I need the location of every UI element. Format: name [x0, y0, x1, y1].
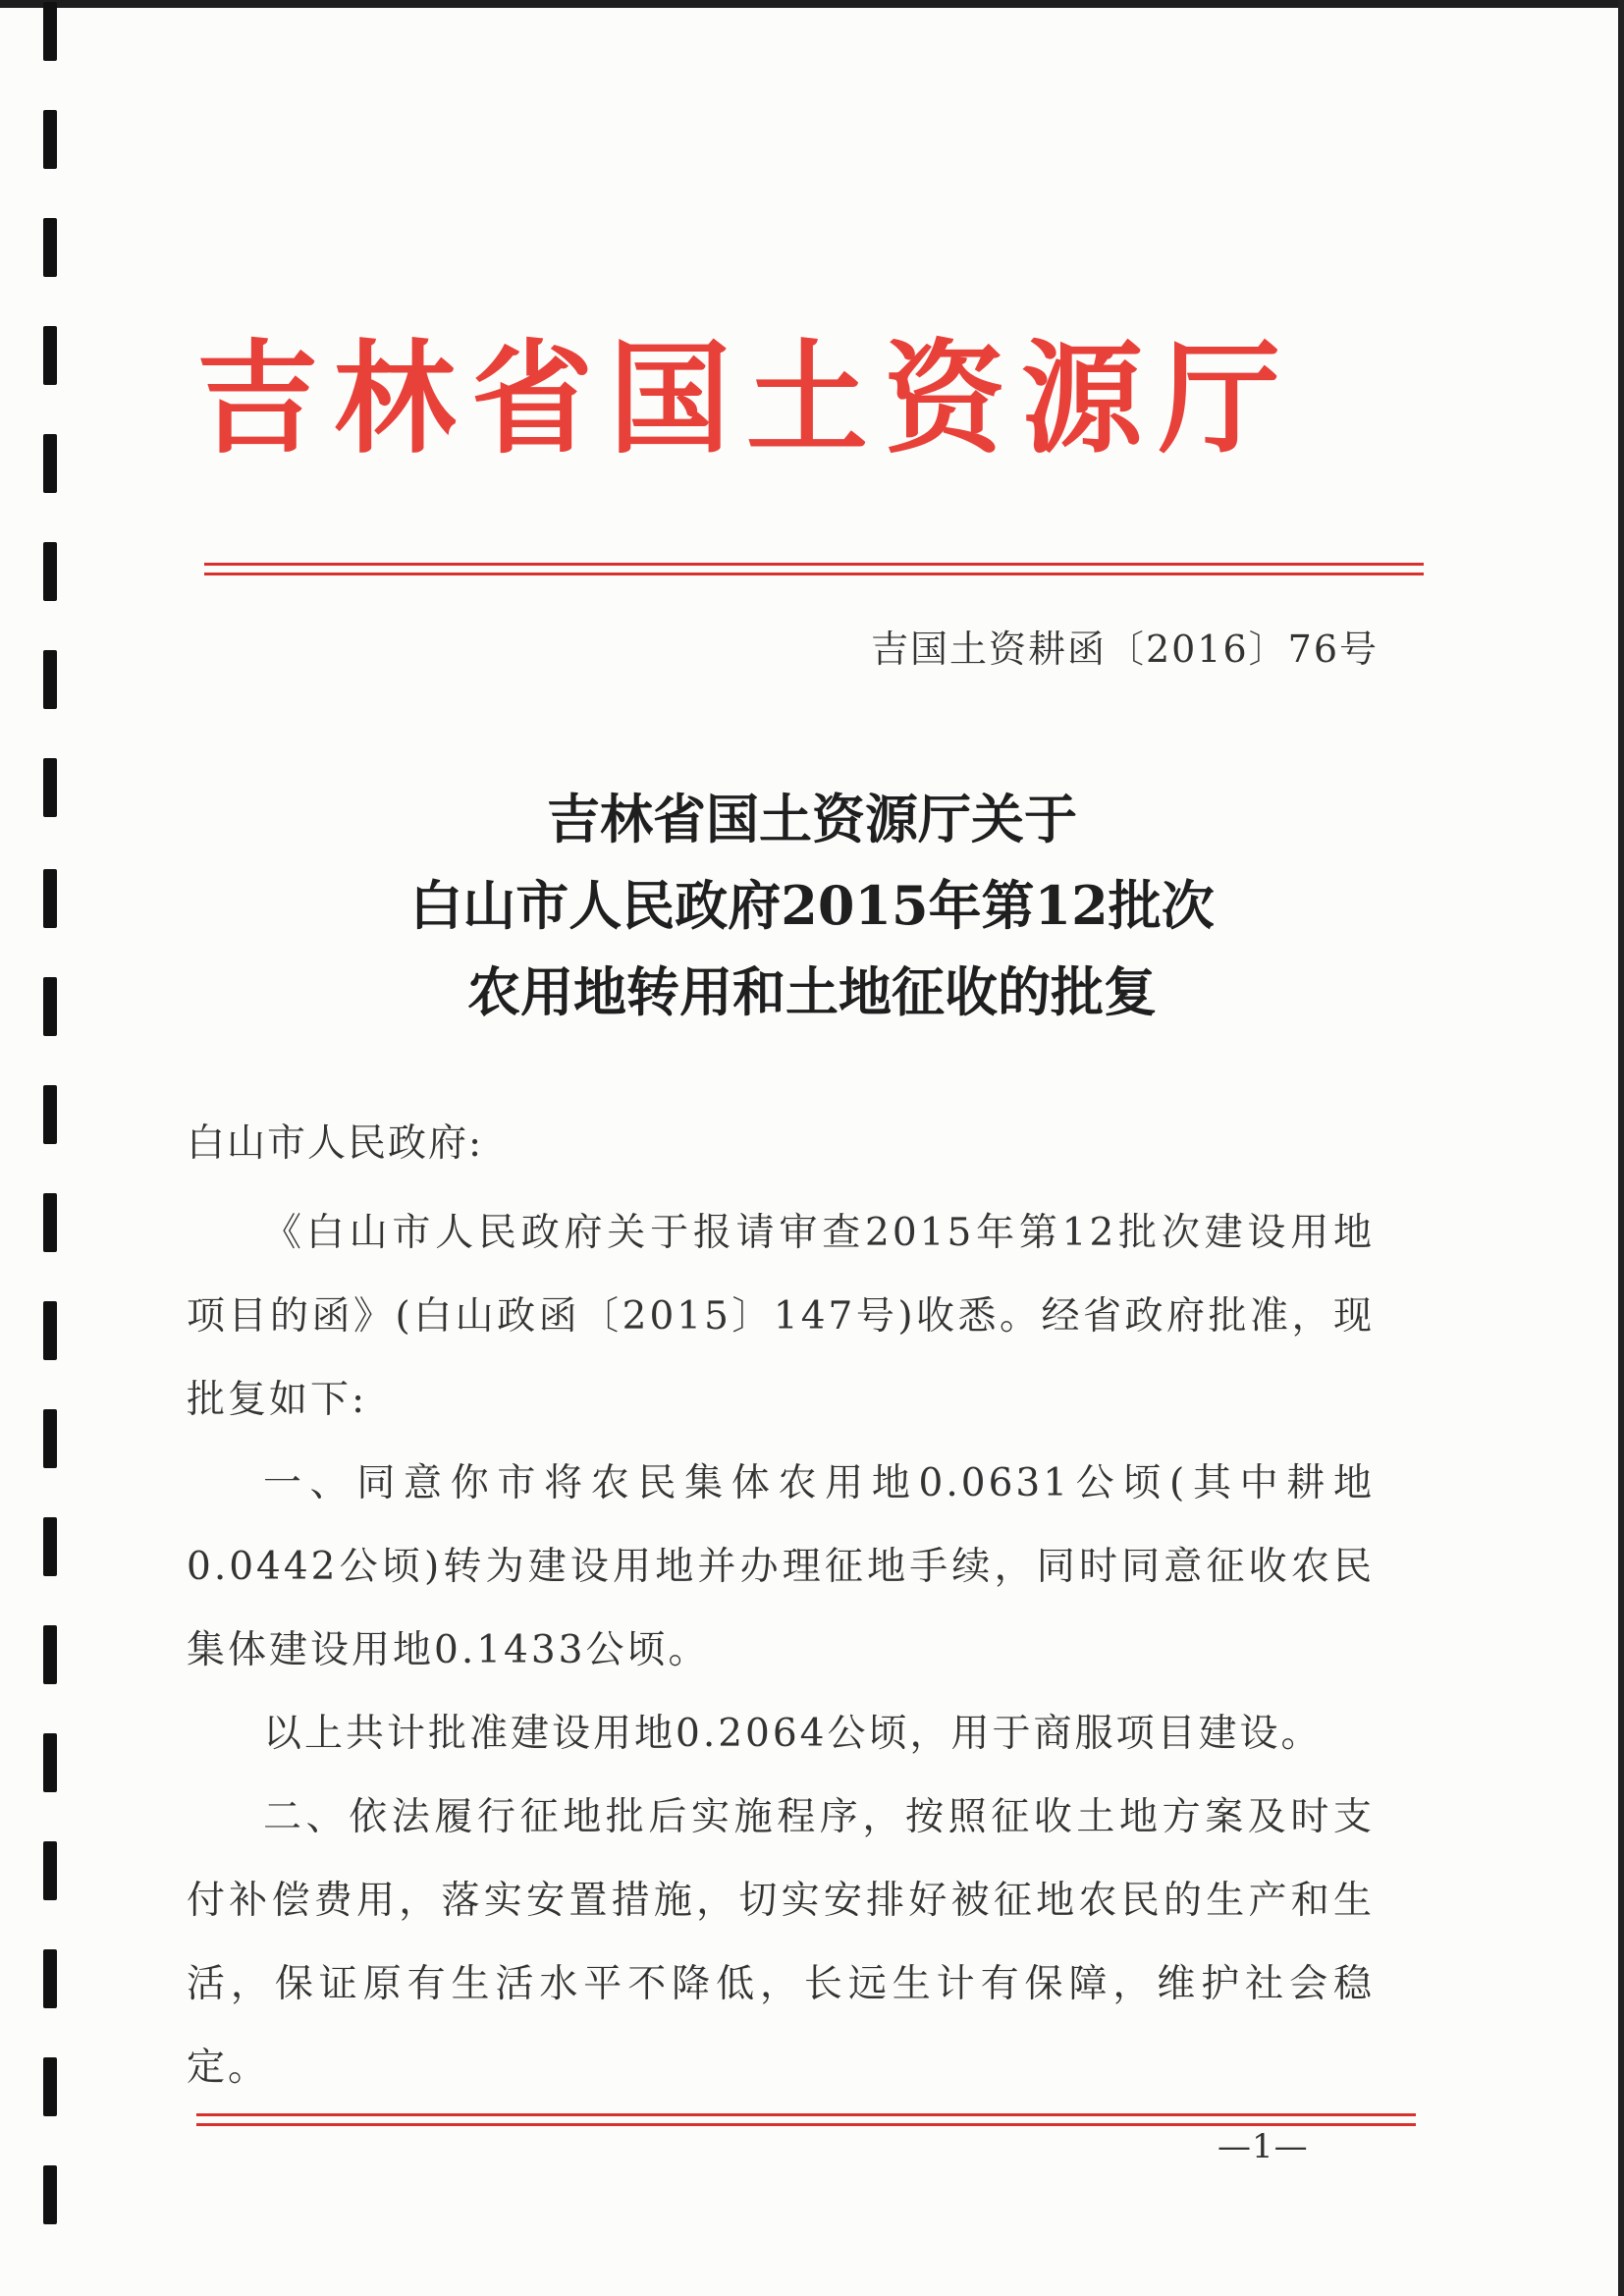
document-subject	[0, 776, 1624, 1035]
paragraph-total: 以上共计批准建设用地0.2064公顷，用于商服项目建设。	[263, 1712, 1323, 1756]
subject-line-3: 农用地转用和土地征收的批复	[467, 960, 1157, 1023]
header-rule-top	[204, 563, 1424, 566]
binding-holes	[43, 0, 63, 2296]
paragraph-item-1: 一、同意你市将农民集体农用地0.0631公顷(其中耕地0.0442公顷)转为建设用地并办理征地手续，同时同意征收农民集体建设用地0.1433公顷。	[187, 1461, 1375, 1672]
recipient: 白山市人民政府:	[187, 1121, 484, 1166]
paragraph-acknowledgement: 《白山市人民政府关于报请审查2015年第12批次建设用地项目的函》(白山政函〔2015〕147号)收悉。经省政府批准，现批复如下:	[187, 1211, 1375, 1422]
document-number: 吉国土资耕函〔2016〕76号	[870, 628, 1379, 671]
letterhead-title: 吉林省国土资源厅	[196, 328, 1297, 470]
footer-rule-top	[196, 2113, 1416, 2116]
page-number: —1—	[1218, 2127, 1309, 2166]
subject-line-2: 白山市人民政府2015年第12批次	[409, 874, 1215, 937]
document-body	[187, 1191, 1375, 2109]
paragraph-item-2: 二、依法履行征地批后实施程序，按照征收土地方案及时支付补偿费用，落实安置措施，切实安排好被征地农民的生产和生活，保证原有生活水平不降低，长远生计有保障，维护社会稳定。	[187, 1795, 1375, 2090]
scan-edge-top	[0, 0, 1624, 8]
subject-line-1: 吉林省国土资源厅关于	[547, 788, 1077, 850]
scan-edge-right	[1618, 0, 1624, 2296]
header-rule-bottom	[204, 573, 1424, 575]
footer-rule-bottom	[196, 2123, 1416, 2126]
